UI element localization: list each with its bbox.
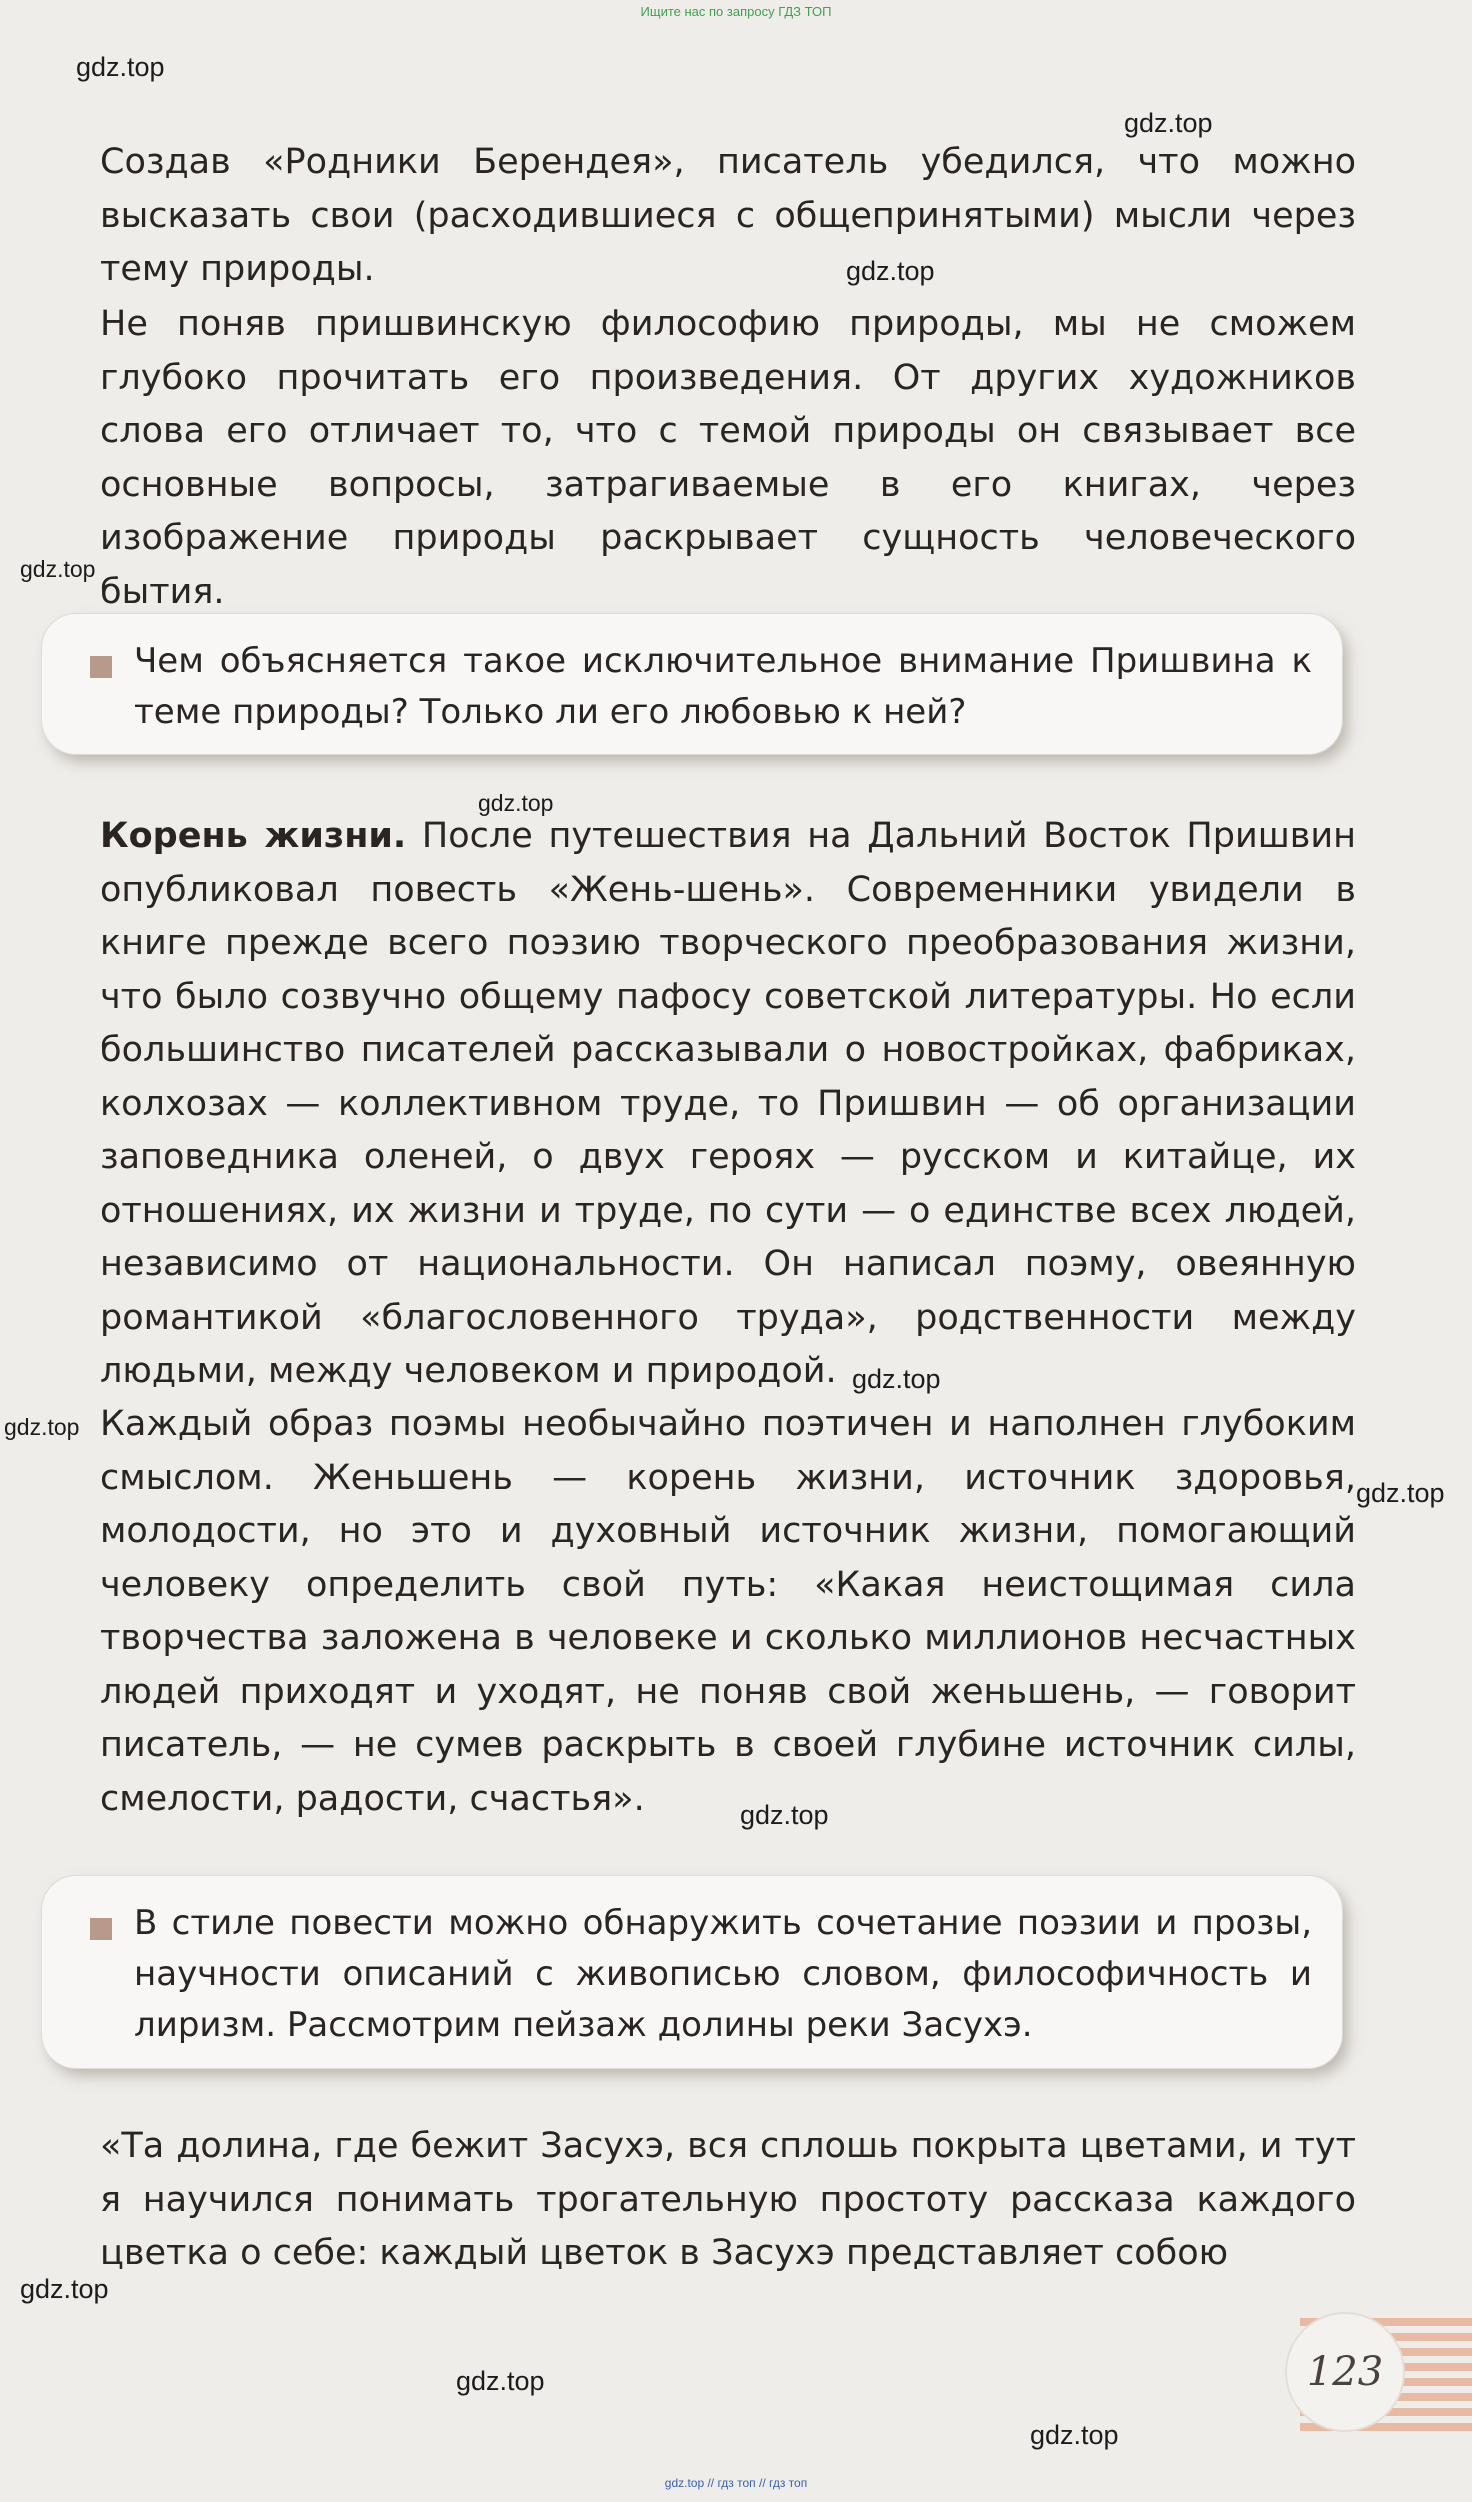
watermark: gdz.top (1356, 1478, 1445, 1508)
page-number-badge (1285, 2312, 1405, 2432)
paragraph-2-text: Не поняв пришвинскую философию природы, мы не сможем глубоко прочитать его произведения. От других художников слова его отличает то, что с темой природы он связывает все основные вопросы, затрагиваемые в его книгах, через изображение природы раскрывает сущность человеческого бытия. (100, 304, 1356, 612)
paragraph-5-text: «Та долина, где бежит Засухэ, вся сплошь покрыта цветами, и тут я научился понимать трогательную простоту рассказа каждого цветка о себе: каждый цветок в Засухэ представляет собою (100, 2126, 1356, 2273)
question-box-2-text: В стиле повести можно обнаружить сочетание поэзии и прозы, научности описаний с живописью словом, философичность и лиризм. Рассмотрим пейзаж долины реки Засухэ. (134, 1903, 1312, 2045)
footer-banner[interactable]: gdz.top // гдз топ // гдз топ (664, 2476, 808, 2490)
paragraph-3-text: После путешествия на Дальний Восток Пришвин опубликовал повесть «Жень-шень». Современники увидели в книге прежде всего поэзию творческого преобразования жизни, что было созвучно общему пафосу советской литературы. Но если большинство писателей рассказывали о новостройках, фабриках, колхозах — коллективном труде, то Пришвин — об организации заповедника оленей, о двух героях — русском и китайце, их отношениях, их жизни и труде, по сути — о единстве всех людей, независимо от национальности. Он написал поэму, овеянную романтикой «благословенного труда», родственности между людьми, между человеком и природой. (100, 816, 1356, 1391)
watermark: gdz.top (1030, 2420, 1119, 2450)
page-number: 123 (1306, 2349, 1384, 2395)
watermark: gdz.top (852, 1364, 941, 1394)
watermark: gdz.top (478, 790, 554, 816)
question-box-1-text: Чем объясняется такое исключительное внимание Пришвина к теме природы? Только ли его любовью к ней? (134, 641, 1312, 732)
paragraph-4-text: Каждый образ поэмы необычайно поэтичен и наполнен глубоким смыслом. Женьшень — корень жизни, источник здоровья, молодости, но это и духовный источник жизни, помогающий человеку определить свой путь: «Какая неистощимая сила творчества заложена в человеке и сколько миллионов несчастных людей приходят и уходят, не поняв свой женьшень, — говорит писатель, — не сумев раскрыть в своей глубине источник силы, смелости, радости, счастья». (100, 1404, 1356, 1819)
question-box-2 (42, 1876, 1342, 2068)
paragraph-5 (100, 2120, 1356, 2281)
watermark: gdz.top (20, 556, 96, 582)
paragraph-4 (100, 1398, 1356, 1826)
question-box-1 (42, 614, 1342, 754)
watermark: gdz.top (4, 1414, 80, 1440)
paragraph-1-text: Создав «Родники Берендея», писатель убедился, что можно высказать свои (расходившиеся с общепринятыми) мысли через тему природы. (100, 142, 1356, 289)
watermark: gdz.top (1124, 108, 1213, 138)
square-bullet-icon (90, 656, 112, 678)
watermark: gdz.top (740, 1800, 829, 1830)
watermark: gdz.top (456, 2366, 545, 2396)
paragraph-2 (100, 298, 1356, 619)
watermark: gdz.top (846, 256, 935, 286)
paragraph-3 (100, 810, 1356, 1399)
site-banner[interactable]: Ищите нас по запросу ГДЗ ТОП (640, 4, 832, 19)
watermark: gdz.top (76, 52, 165, 82)
square-bullet-icon (90, 1918, 112, 1940)
watermark: gdz.top (20, 2274, 109, 2304)
paragraph-1 (100, 136, 1356, 297)
section-heading: Корень жизни. (100, 816, 407, 856)
